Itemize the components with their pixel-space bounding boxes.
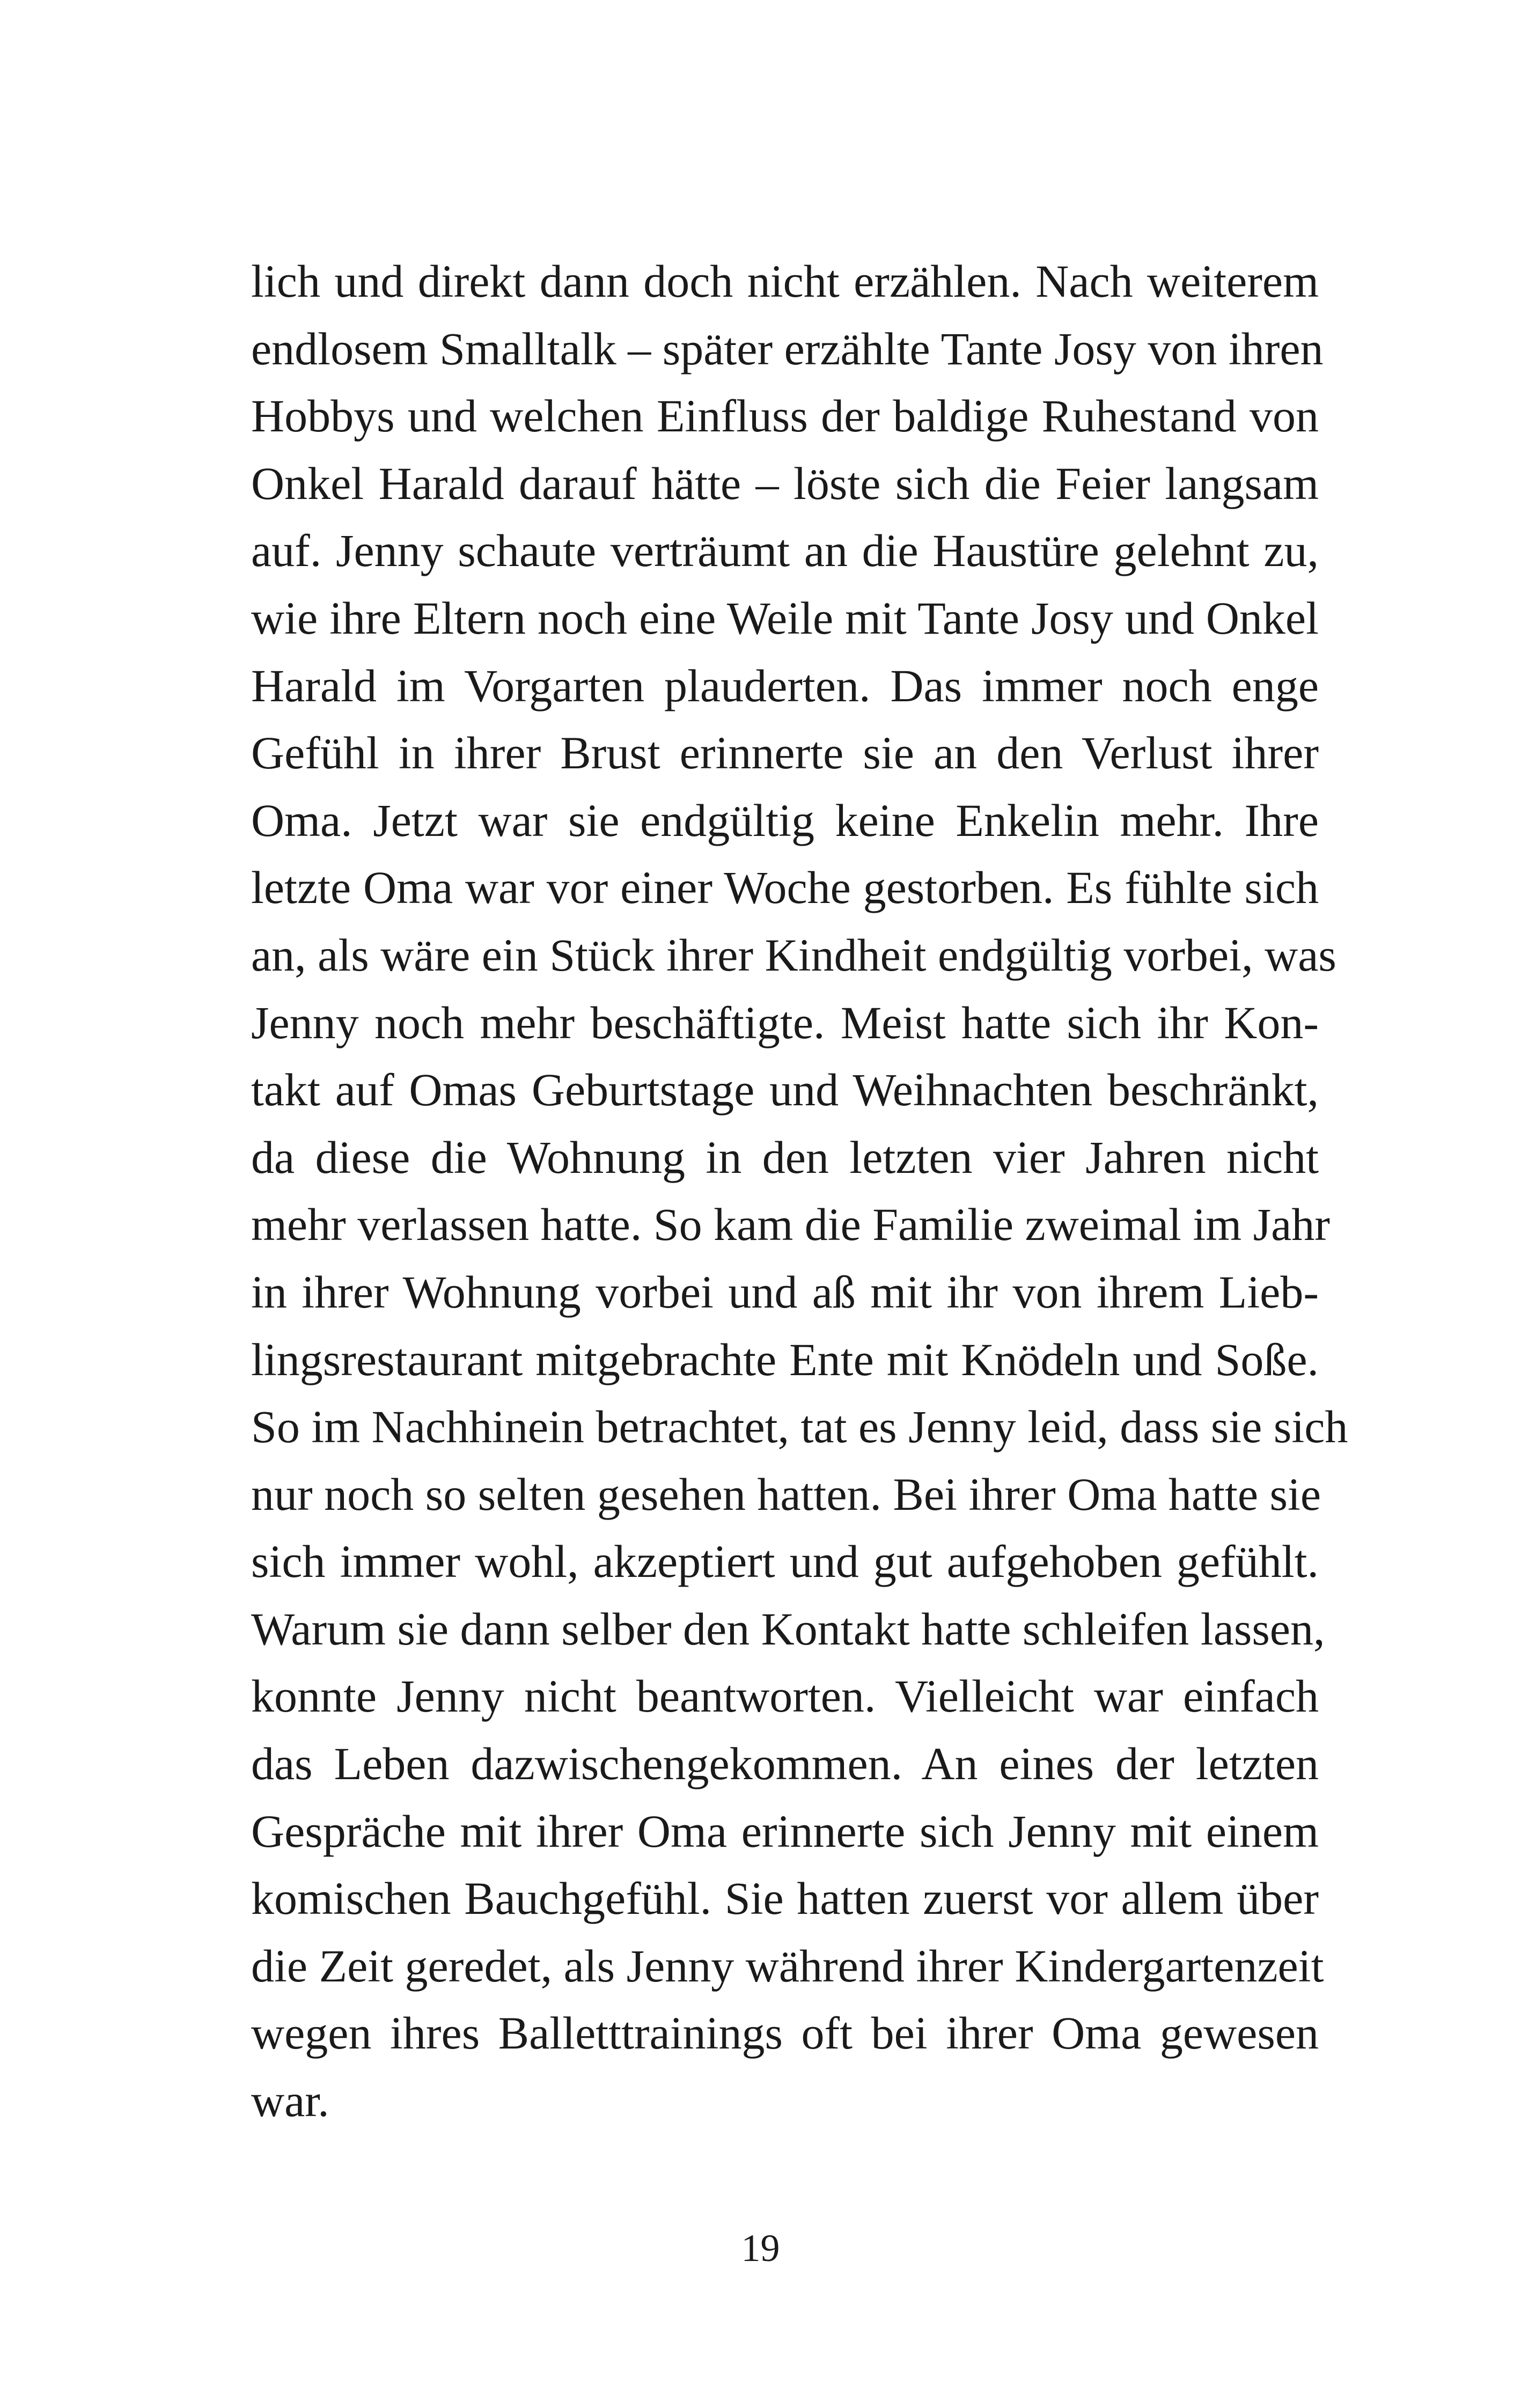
page-number: 19 bbox=[741, 2227, 780, 2270]
text-line: an, als wäre ein Stück ihrer Kindheit endgültig vorbei, was bbox=[251, 929, 1336, 981]
text-line: konnte Jenny nicht beantworten. Vielleicht war einfach bbox=[251, 1670, 1319, 1722]
text-line: nur noch so selten gesehen hatten. Bei ihrer Oma hatte sie bbox=[251, 1468, 1321, 1520]
text-line: komischen Bauchgefühl. Sie hatten zuerst vor allem über bbox=[251, 1873, 1319, 1925]
text-line: in ihrer Wohnung vorbei und aß mit ihr von ihrem Lieb- bbox=[251, 1266, 1319, 1318]
text-line: auf. Jenny schaute verträumt an die Haustüre gelehnt zu, bbox=[251, 525, 1319, 577]
text-line: wie ihre Eltern noch eine Weile mit Tante Josy und Onkel bbox=[251, 592, 1319, 644]
text-line: wegen ihres Balletttrainings oft bei ihrer Oma gewesen bbox=[251, 2007, 1319, 2059]
text-line: das Leben dazwischengekommen. An eines der letzten bbox=[251, 1738, 1319, 1790]
text-line: Jenny noch mehr beschäftigte. Meist hatte sich ihr Kon- bbox=[251, 996, 1319, 1048]
text-line: So im Nachhinein betrachtet, tat es Jenny leid, dass sie sich bbox=[251, 1401, 1348, 1453]
text-line: Onkel Harald darauf hätte – löste sich die Feier langsam bbox=[251, 457, 1319, 509]
text-line: da diese die Wohnung in den letzten vier Jahren nicht bbox=[251, 1131, 1319, 1183]
text-line: sich immer wohl, akzeptiert und gut aufgehoben gefühlt. bbox=[251, 1536, 1319, 1588]
text-line: mehr verlassen hatte. So kam die Familie zweimal im Jahr bbox=[251, 1199, 1330, 1251]
text-line: takt auf Omas Geburtstage und Weihnachten beschränkt, bbox=[251, 1064, 1319, 1116]
text-line: letzte Oma war vor einer Woche gestorben. Es fühlte sich bbox=[251, 862, 1319, 914]
text-line: Hobbys und welchen Einfluss der baldige Ruhestand von bbox=[251, 390, 1319, 442]
text-line: lingsrestaurant mitgebrachte Ente mit Knödeln und Soße. bbox=[251, 1333, 1319, 1385]
text-line: die Zeit geredet, als Jenny während ihrer Kindergartenzeit bbox=[251, 1940, 1324, 1992]
text-line: endlosem Smalltalk – später erzählte Tante Josy von ihren bbox=[251, 322, 1324, 375]
text-line: lich und direkt dann doch nicht erzählen. Nach weiterem bbox=[251, 255, 1319, 307]
text-line: Warum sie dann selber den Kontakt hatte schleifen lassen, bbox=[251, 1603, 1325, 1655]
text-line: Oma. Jetzt war sie endgültig keine Enkelin mehr. Ihre bbox=[251, 794, 1319, 846]
body-text bbox=[251, 248, 1348, 2135]
text-line: Harald im Vorgarten plauderten. Das immer noch enge bbox=[251, 659, 1319, 711]
text-line: Gefühl in ihrer Brust erinnerte sie an den Verlust ihrer bbox=[251, 727, 1319, 779]
text-line: Gespräche mit ihrer Oma erinnerte sich Jenny mit einem bbox=[251, 1805, 1319, 1857]
text-line: war. bbox=[251, 2075, 329, 2127]
